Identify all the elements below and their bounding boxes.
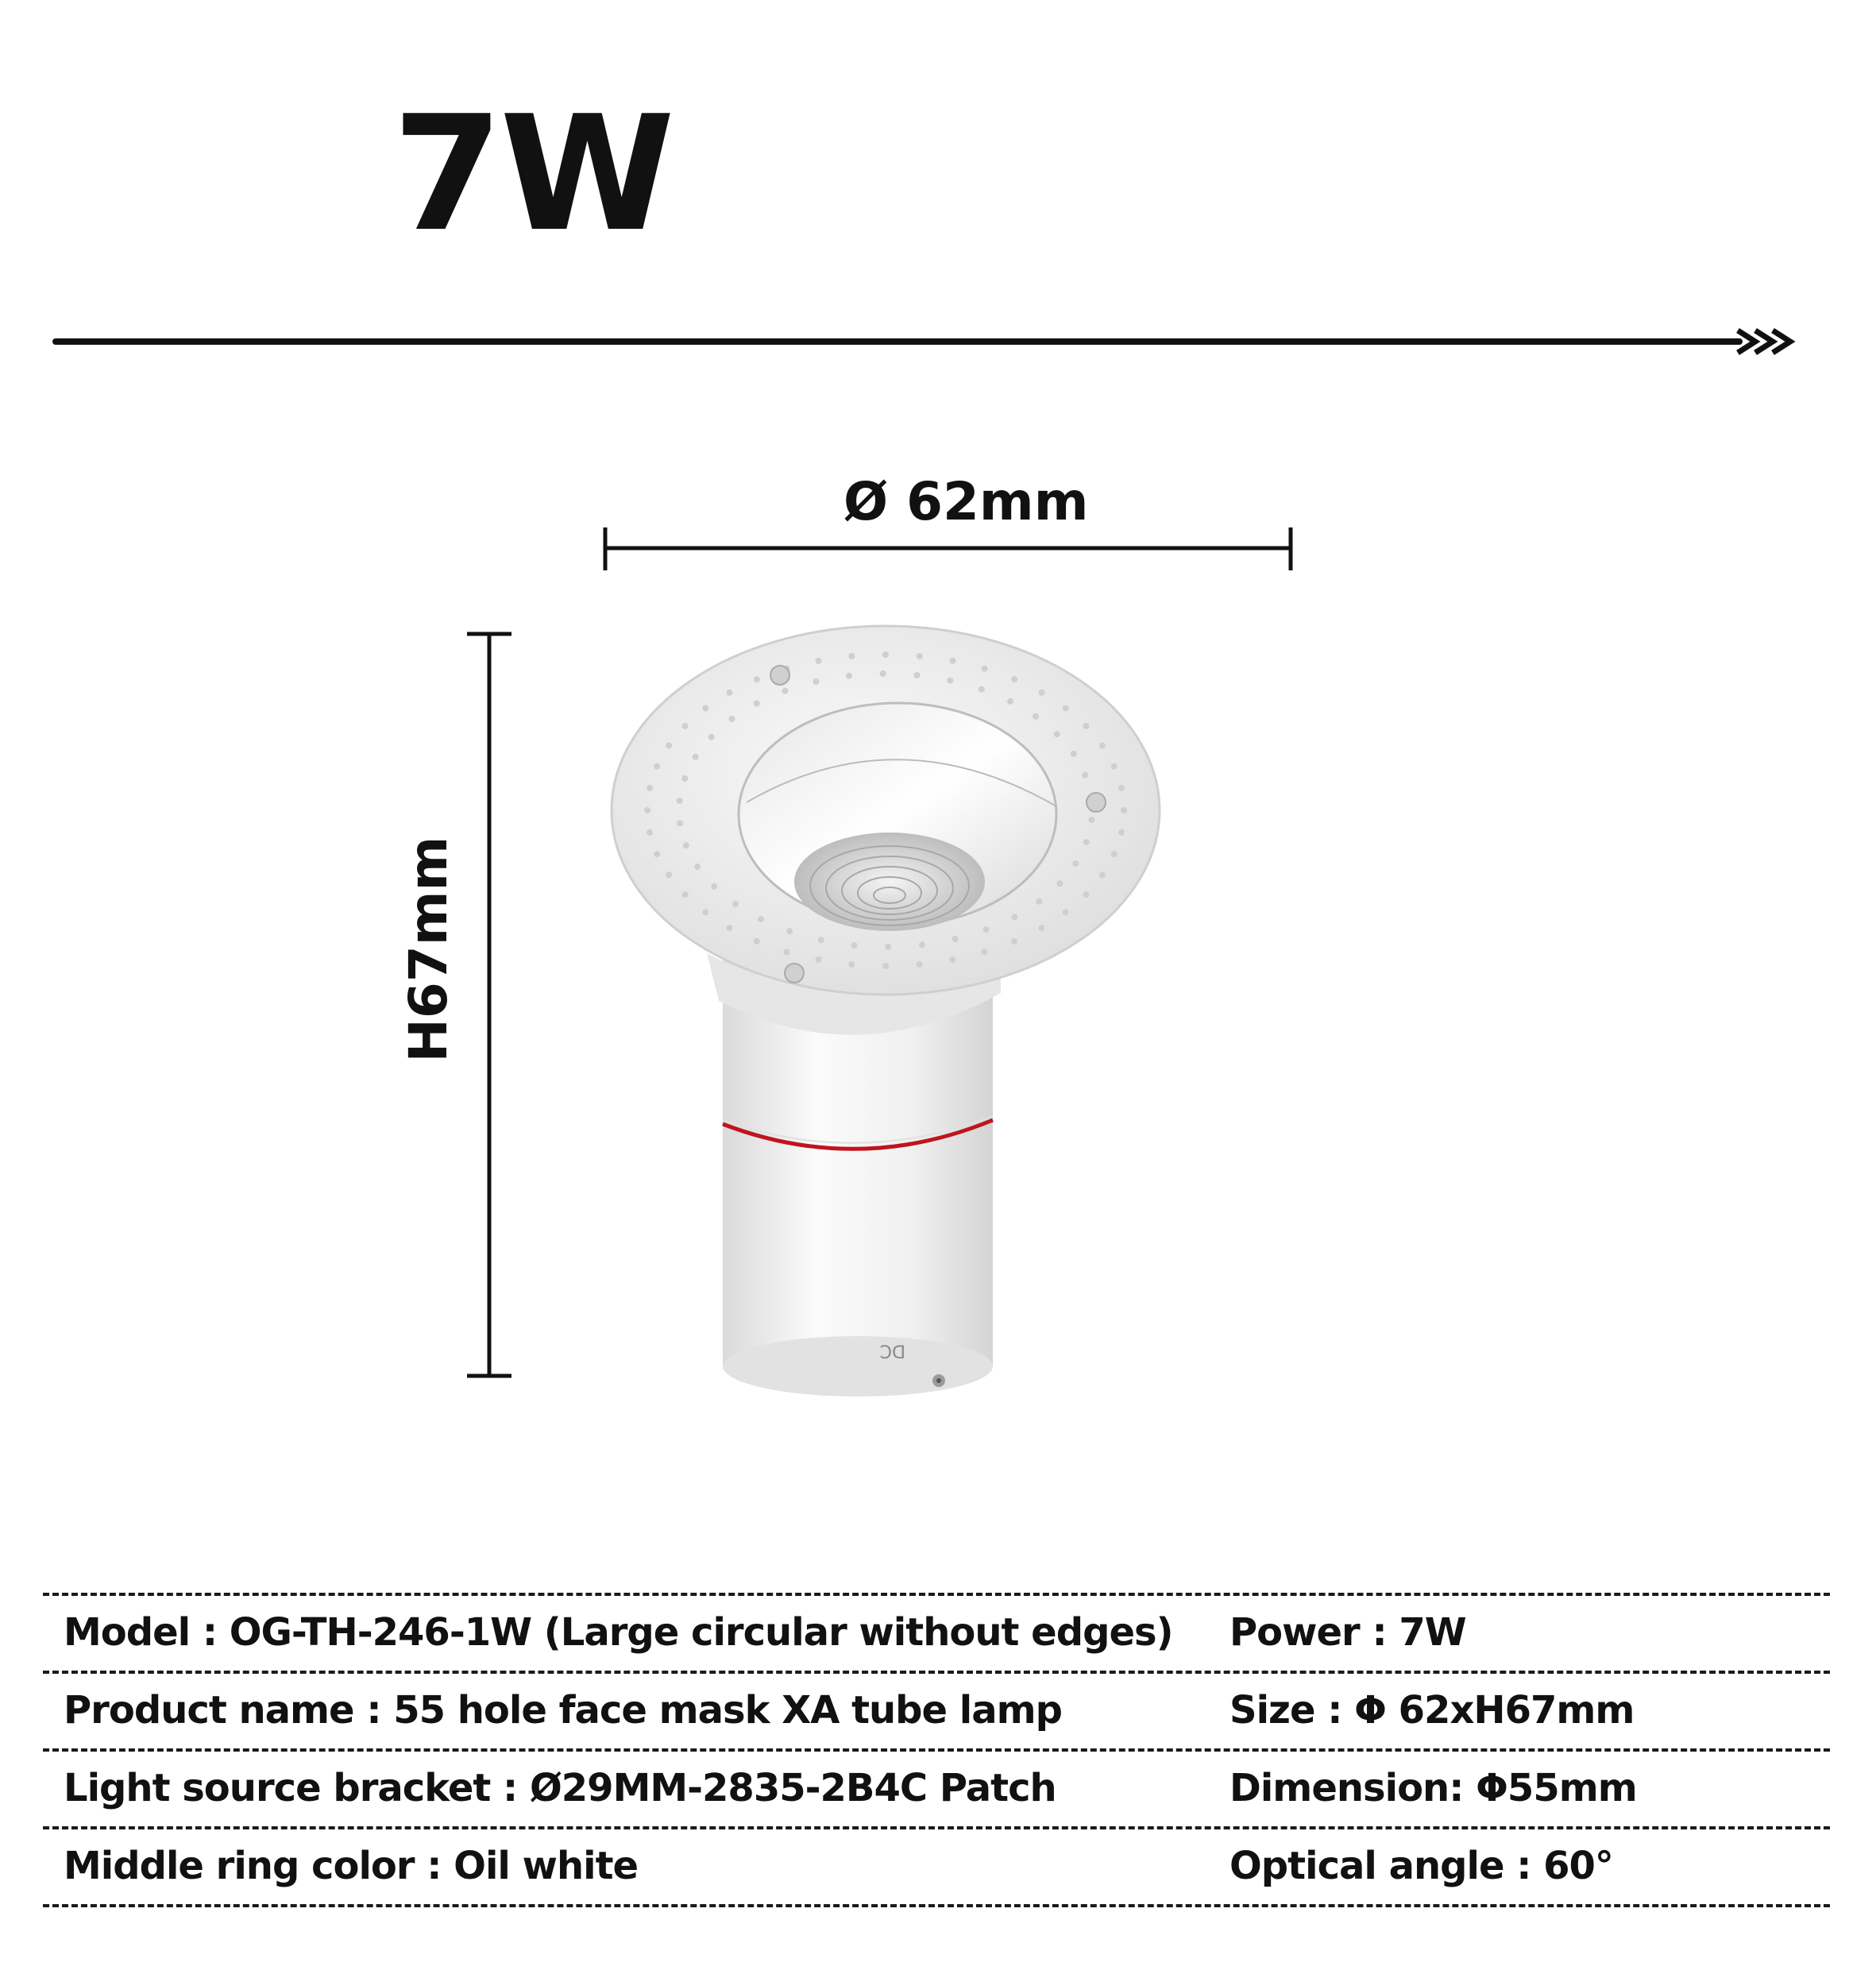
spec-right: Dimension: Φ55mm	[1229, 1766, 1637, 1810]
spec-right: Power : 7W	[1229, 1610, 1466, 1655]
spec-row	[43, 1748, 1830, 1826]
dc-label: DC	[879, 1343, 905, 1363]
spec-row	[43, 1826, 1830, 1907]
height-label: H67mm	[398, 836, 459, 1063]
spec-right: Optical angle : 60°	[1229, 1844, 1613, 1888]
spec-left: Product name : 55 hole face mask XA tube lamp	[64, 1688, 1063, 1733]
spec-right: Size : Φ 62xH67mm	[1229, 1688, 1635, 1733]
spec-left: Model : OG-TH-246-1W (Large circular without edges)	[64, 1610, 1173, 1655]
spec-left: Light source bracket : Ø29MM-2835-2B4C Patch	[64, 1766, 1056, 1810]
spec-table	[43, 1593, 1830, 1907]
spec-row	[43, 1671, 1830, 1748]
page-title: 7W	[392, 82, 672, 267]
diameter-label: Ø 62mm	[843, 471, 1089, 532]
spec-row	[43, 1593, 1830, 1671]
spec-left: Middle ring color : Oil white	[64, 1844, 639, 1888]
downlight-product-image	[588, 620, 1303, 1414]
